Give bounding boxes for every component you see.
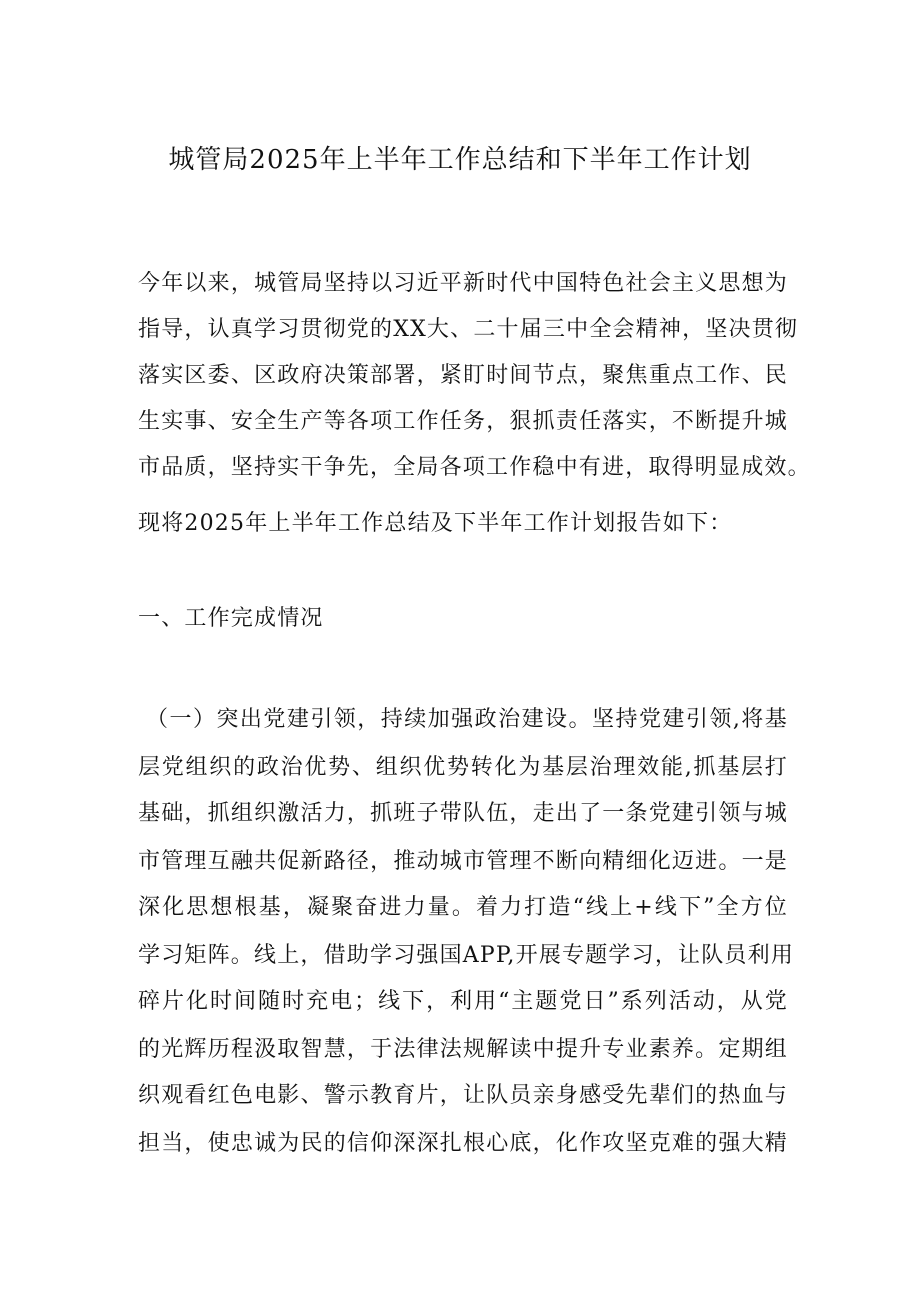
section-heading: 一、工作完成情况 — [138, 606, 324, 631]
body-line-6: 学习矩阵。线上，借助学习强国APP,开展专题学习，让队员利用 — [138, 943, 795, 968]
intro-line-5: 市品质，坚持实干争先，全局各项工作稳中有进，取得明显成效。 — [138, 455, 811, 480]
intro-line-2: 指导，认真学习贯彻党的XX大、二十届三中全会精神，坚决贯彻 — [138, 317, 799, 342]
body-line-9: 织观看红色电影、警示教育片，让队员亲身感受先辈们的热血与 — [138, 1083, 788, 1108]
body-line-10: 担当，使忠诚为民的信仰深深扎根心底，化作攻坚克难的强大精 — [138, 1131, 788, 1156]
body-line-5: 深化思想根基，凝聚奋进力量。着力打造“线上+线下”全方位 — [138, 895, 788, 920]
intro-line-4: 生实事、安全生产等各项工作任务，狠抓责任落实，不断提升城 — [138, 409, 788, 434]
document-title: 城管局2025年上半年工作总结和下半年工作计划 — [168, 145, 752, 175]
body-line-3: 基础，抓组织激活力，抓班子带队伍，走出了一条党建引领与城 — [138, 801, 788, 826]
body-line-2: 层党组织的政治优势、组织优势转化为基层治理效能,抓基层打 — [138, 755, 788, 780]
intro-line-1: 今年以来，城管局坚持以习近平新时代中国特色社会主义思想为 — [138, 271, 788, 296]
body-line-1: （一）突出党建引领，持续加强政治建设。坚持党建引领,将基 — [146, 707, 788, 732]
body-line-8: 的光辉历程汲取智慧，于法律法规解读中提升专业素养。定期组 — [138, 1037, 788, 1062]
intro-line-6: 现将2025年上半年工作总结及下半年工作计划报告如下： — [138, 511, 733, 536]
intro-line-3: 落实区委、区政府决策部署，紧盯时间节点，聚焦重点工作、民 — [138, 363, 788, 388]
body-line-4: 市管理互融共促新路径，推动城市管理不断向精细化迈进。一是 — [138, 849, 788, 874]
body-line-7: 碎片化时间随时充电；线下，利用“主题党日”系列活动，从党 — [138, 989, 788, 1014]
